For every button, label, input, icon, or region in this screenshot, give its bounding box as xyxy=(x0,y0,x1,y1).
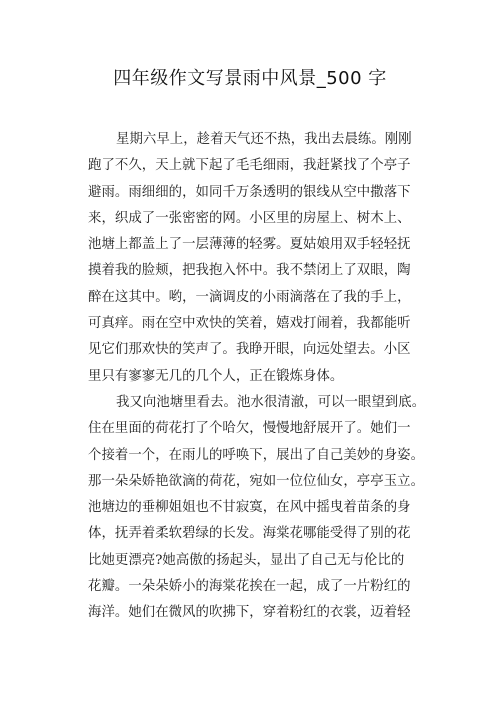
text-line: 可真痒。雨在空中欢快的笑着，嬉戏打闹着，我都能听 xyxy=(88,316,411,332)
text-line: 那一朵朵娇艳欲滴的荷花，宛如一位位仙女，亭亭玉立。 xyxy=(88,473,425,489)
document-body xyxy=(88,127,426,627)
text-line: 来，织成了一张密密的网。小区里的房屋上、树木上、 xyxy=(88,210,411,226)
text-line: 住在里面的荷花打了个哈欠，慢慢地舒展开了。她们一 xyxy=(88,421,411,437)
text-line: 醉在这其中。哟，一滴调皮的小雨滴落在了我的手上， xyxy=(88,289,411,305)
text-line: 我又向池塘里看去。池水很清澈，可以一眼望到底。 xyxy=(116,394,426,410)
text-line: 星期六早上，趁着天气还不热，我出去晨练。刚刚 xyxy=(116,132,412,147)
text-line: 避雨。雨细细的，如同千万条透明的银线从空中撒落下 xyxy=(88,184,411,200)
text-line: 海洋。她们在微风的吹拂下，穿着粉红的衣裳，迈着轻 xyxy=(88,605,411,621)
text-line: 体，抚弄着柔软碧绿的长发。海棠花哪能受得了别的花 xyxy=(88,526,411,542)
text-line: 个接着一个，在雨儿的呼唤下，展出了自己美妙的身姿。 xyxy=(88,447,425,463)
text-line: 花瓣。一朵朵娇小的海棠花挨在一起，成了一片粉红的 xyxy=(88,579,411,595)
text-line: 池塘边的垂柳姐姐也不甘寂寞，在风中摇曳着苗条的身 xyxy=(88,500,411,516)
text-line: 摸着我的脸颊，把我抱入怀中。我不禁闭上了双眼，陶 xyxy=(88,263,411,279)
text-line: 池塘上都盖上了一层薄薄的轻雾。夏姑娘用双手轻轻抚 xyxy=(88,237,411,253)
text-line: 跑了不久，天上就下起了毛毛细雨，我赶紧找了个亭子 xyxy=(88,158,411,174)
text-line: 比她更漂亮?她高傲的扬起头，显出了自己无与伦比的 xyxy=(88,552,405,568)
document-title: 四年级作文写景雨中风景_500 字 xyxy=(113,68,387,89)
text-line: 里只有寥寥无几的几个人，正在锻炼身体。 xyxy=(88,368,344,384)
text-line: 见它们那欢快的笑声了。我睁开眼，向远处望去。小区 xyxy=(88,342,411,358)
